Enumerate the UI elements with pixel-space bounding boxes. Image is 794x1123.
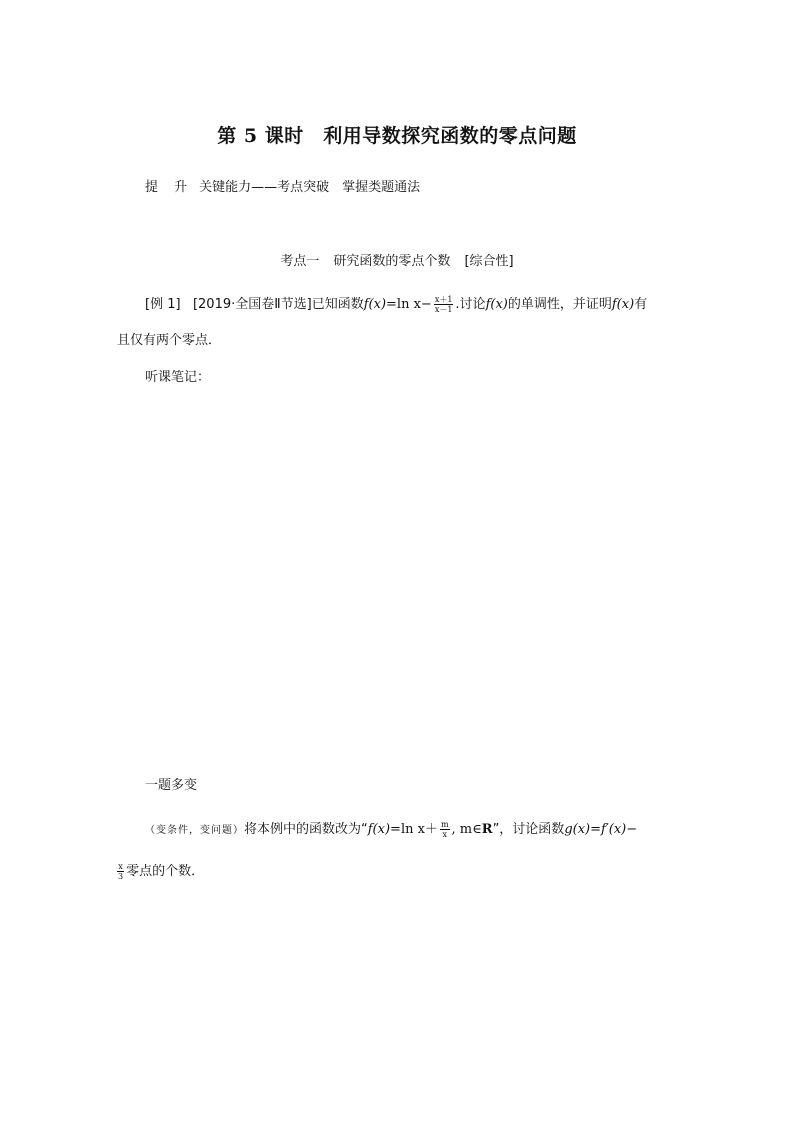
- variant-t4: =: [590, 822, 602, 837]
- variant-eq: =ln x＋: [390, 822, 438, 837]
- example1-frac-num: x＋1: [434, 295, 453, 304]
- variant-t2: , m∈: [451, 822, 482, 837]
- section-text: 关键能力——考点突破 掌握类题通法: [199, 180, 421, 195]
- variant-frac-num: m: [440, 820, 449, 829]
- example1-fx3: f(x): [611, 297, 635, 312]
- variant-frac2-num: x: [118, 862, 123, 871]
- section-heading: [145, 176, 420, 195]
- example1-mid: 的单调性，并证明: [507, 297, 612, 312]
- example1-frac-den: x－1: [434, 305, 453, 314]
- section-prefix: 提 升: [145, 180, 194, 195]
- example1-fx2: f(x): [485, 297, 508, 312]
- example1-after-frac: .讨论: [455, 297, 486, 312]
- variant-fpx: f′(x): [601, 822, 627, 837]
- example1-label: [例 1]: [145, 297, 181, 312]
- variant-tag: （变条件，变问题）: [145, 825, 244, 836]
- example1-fraction: [434, 295, 454, 314]
- example1-end: 有: [634, 297, 648, 312]
- topic-label: 考点一: [280, 254, 320, 269]
- topic-heading: [0, 250, 794, 269]
- variant-line1: [145, 815, 637, 845]
- page-title: 第 5 课时 利用导数探究函数的零点问题: [217, 125, 577, 147]
- example1-line2: 且仅有两个零点．: [117, 333, 222, 348]
- example1-source: [2019·全国卷Ⅱ节选]已知函数: [192, 297, 364, 312]
- variant-t1: 将本例中的函数改为“: [244, 822, 368, 837]
- topic-name: 研究函数的零点个数: [333, 254, 451, 269]
- example1-line1: [145, 290, 647, 319]
- variant-fx: f(x): [367, 822, 391, 837]
- notes-label: 听课笔记：: [145, 370, 211, 385]
- variant-t6: 零点的个数．: [126, 864, 205, 879]
- variant-fraction: [440, 820, 450, 839]
- variant-t3: ”，讨论函数: [492, 822, 565, 837]
- example1-fx: f(x): [363, 297, 387, 312]
- variant-fraction2: [117, 862, 124, 881]
- variant-frac2-den: 3: [118, 872, 124, 881]
- variant-R: R: [481, 822, 493, 837]
- variant-line2: [115, 857, 204, 886]
- example1-eq: =ln x−: [386, 297, 432, 312]
- variant-gx: g(x): [564, 822, 591, 837]
- variant-heading: 一题多变: [145, 778, 198, 793]
- variant-t5: −: [626, 822, 638, 837]
- topic-tag: [综合性]: [464, 254, 514, 269]
- variant-frac-den: x: [442, 830, 447, 839]
